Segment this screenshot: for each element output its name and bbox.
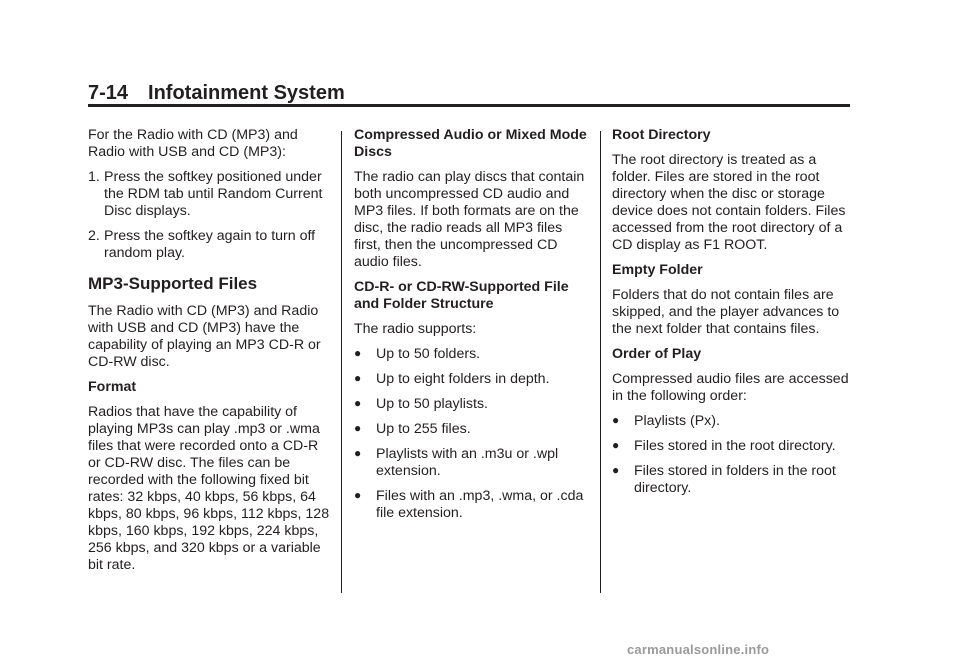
list-item-text: Up to 255 files. (376, 421, 471, 437)
column-divider-1 (341, 131, 342, 593)
subheading: Format (88, 379, 137, 395)
page-number: 7-14 (88, 82, 129, 104)
watermark: carmanualsonline.info (627, 642, 770, 657)
subheading: Order of Play (612, 346, 702, 362)
section-heading: MP3-Supported Files (88, 274, 258, 293)
bullet-icon: ● (354, 346, 362, 360)
step-number: 2. (88, 228, 100, 244)
bullet-icon: ● (612, 413, 620, 427)
header-rule (88, 104, 850, 107)
intro-text: For the Radio with CD (MP3) and Radio with USB and CD (MP3): (88, 127, 298, 160)
section-title: Infotainment System (148, 82, 345, 104)
list-item (354, 446, 592, 480)
list-item-text: Up to 50 folders. (376, 346, 481, 362)
subheading: Empty Folder (612, 262, 703, 278)
bullet-icon: ● (354, 421, 362, 435)
list-item (612, 463, 852, 497)
bullet-icon: ● (354, 371, 362, 385)
list-item (354, 371, 592, 388)
list-item (354, 396, 592, 413)
paragraph: The radio supports: (354, 321, 477, 337)
paragraph: The root directory is treated as a folder. Files are stored in the root directory when the disc or storage device does not contain folders. Files accessed from the root directory of a CD display as F1 ROOT. (612, 152, 846, 253)
list-item (612, 438, 852, 455)
step-text: Press the softkey positioned under the RDM tab until Random Current Disc displays. (104, 169, 323, 219)
list-item-text: Up to eight folders in depth. (376, 371, 550, 387)
list-item (612, 413, 852, 430)
bullet-icon: ● (612, 463, 620, 477)
column-2 (354, 127, 592, 530)
subheading: CD-R- or CD-RW-Supported File and Folder Structure (354, 279, 569, 312)
list-item-text: Files stored in folders in the root directory. (634, 463, 836, 496)
step-text: Press the softkey again to turn off random play. (104, 228, 316, 261)
column-1 (88, 127, 333, 582)
paragraph: Folders that do not contain files are skipped, and the player advances to the next folder that contains files. (612, 287, 840, 337)
step-item (88, 169, 333, 220)
list-item-text: Files stored in the root directory. (634, 438, 836, 454)
bullet-icon: ● (354, 396, 362, 410)
list-item-text: Playlists (Px). (634, 413, 720, 429)
subheading: Compressed Audio or Mixed Mode Discs (354, 127, 587, 160)
list-item (354, 421, 592, 438)
bullet-icon: ● (612, 438, 620, 452)
subheading: Root Directory (612, 127, 711, 143)
step-number: 1. (88, 169, 100, 185)
paragraph: The radio can play discs that contain both uncompressed CD audio and MP3 files. If both formats are on the disc, the radio reads all MP3 files first, then the uncompressed CD audio files. (354, 169, 585, 270)
list-item-text: Playlists with an .m3u or .wpl extension. (376, 446, 559, 479)
bullet-icon: ● (354, 488, 362, 502)
list-item-text: Files with an .mp3, .wma, or .cda file extension. (376, 488, 584, 521)
list-item (354, 346, 592, 363)
column-3 (612, 127, 852, 505)
list-item (354, 488, 592, 522)
step-item (88, 228, 333, 262)
list-item-text: Up to 50 playlists. (376, 396, 488, 412)
bullet-icon: ● (354, 446, 362, 460)
column-divider-2 (600, 131, 601, 593)
paragraph: Radios that have the capability of playing MP3s can play .mp3 or .wma files that were recorded onto a CD-R or CD-RW disc. The files can be recorded with the following fixed bit rates: 32 kbps, 40 kbps, 56 kbps, 64 kbps, 80 kbps, 96 kbps, 112 kbps, 128 kbps, 160 kbps, 192 kbps, 224 kbps, 256 kbps, and 320 kbps or a variable bit rate. (88, 404, 330, 573)
paragraph: Compressed audio files are accessed in the following order: (612, 371, 849, 404)
paragraph: The Radio with CD (MP3) and Radio with USB and CD (MP3) have the capability of playing an MP3 CD-R or CD-RW disc. (88, 303, 321, 370)
page-header (88, 80, 850, 106)
